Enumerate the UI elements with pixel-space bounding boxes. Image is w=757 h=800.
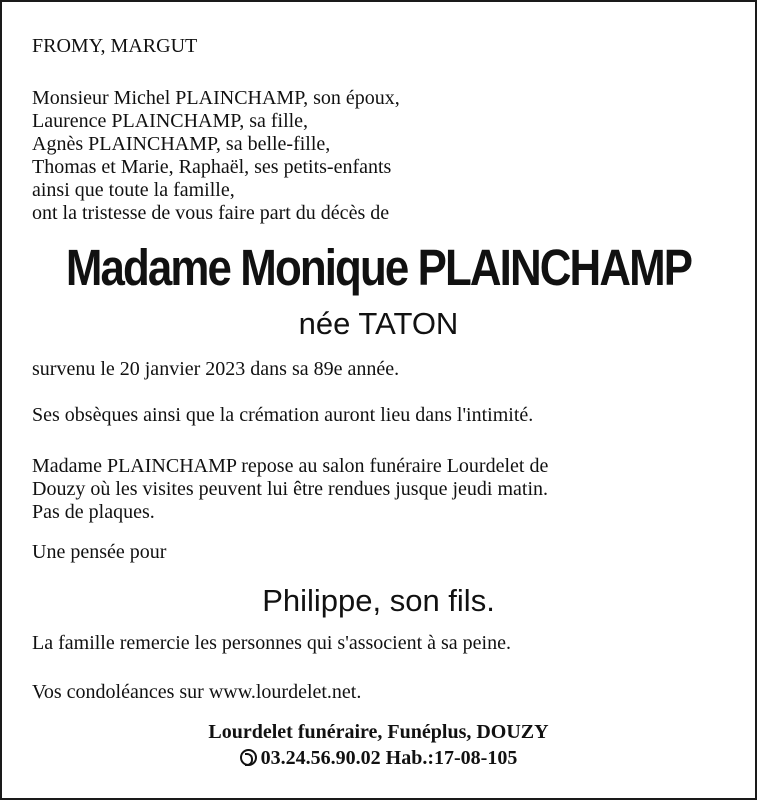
viewing-info <box>32 455 725 524</box>
funeral-info-text: Ses obsèques ainsi que la crémation auront lieu dans l'intimité. <box>32 404 534 426</box>
mourners-list <box>32 87 725 225</box>
death-info <box>32 358 725 381</box>
phone-icon <box>240 749 257 766</box>
mourner-line: ont la tristesse de vous faire part du décès de <box>32 202 390 224</box>
viewing-line: Douzy où les visites peuvent lui être rendues jusque jeudi matin. <box>32 478 548 500</box>
thought-intro <box>32 541 725 564</box>
maiden-name: née TATON <box>298 306 459 341</box>
viewing-line: Madame PLAINCHAMP repose au salon funéraire Lourdelet de <box>32 455 549 477</box>
contact-text: 03.24.56.90.02 Hab.:17-08-105 <box>260 747 518 769</box>
mourner-line: Thomas et Marie, Raphaël, ses petits-enfants <box>32 156 392 178</box>
death-info-text: survenu le 20 janvier 2023 dans sa 89e année. <box>32 358 400 380</box>
families-text: FROMY, MARGUT <box>32 35 198 57</box>
mourner-line: Laurence PLAINCHAMP, sa fille, <box>32 110 309 132</box>
funeral-home: Lourdelet funéraire, Funéplus, DOUZY <box>208 721 549 743</box>
thanks <box>32 632 725 655</box>
thought-intro-text: Une pensée pour <box>32 541 167 563</box>
viewing-line: Pas de plaques. <box>32 501 155 523</box>
families-header <box>32 35 725 58</box>
contact-line <box>2 747 755 770</box>
mourner-line: Agnès PLAINCHAMP, sa belle-fille, <box>32 133 331 155</box>
deceased-name: Madame Monique PLAINCHAMP <box>65 239 692 296</box>
thought-name: Philippe, son fils. <box>262 583 495 618</box>
thanks-text: La famille remercie les personnes qui s'associent à sa peine. <box>32 632 511 654</box>
funeral-info <box>32 404 725 427</box>
condolences-text: Vos condoléances sur www.lourdelet.net. <box>32 681 362 703</box>
mourner-line: Monsieur Michel PLAINCHAMP, son époux, <box>32 87 400 109</box>
mourner-line: ainsi que toute la famille, <box>32 179 235 201</box>
condolences <box>32 681 725 704</box>
